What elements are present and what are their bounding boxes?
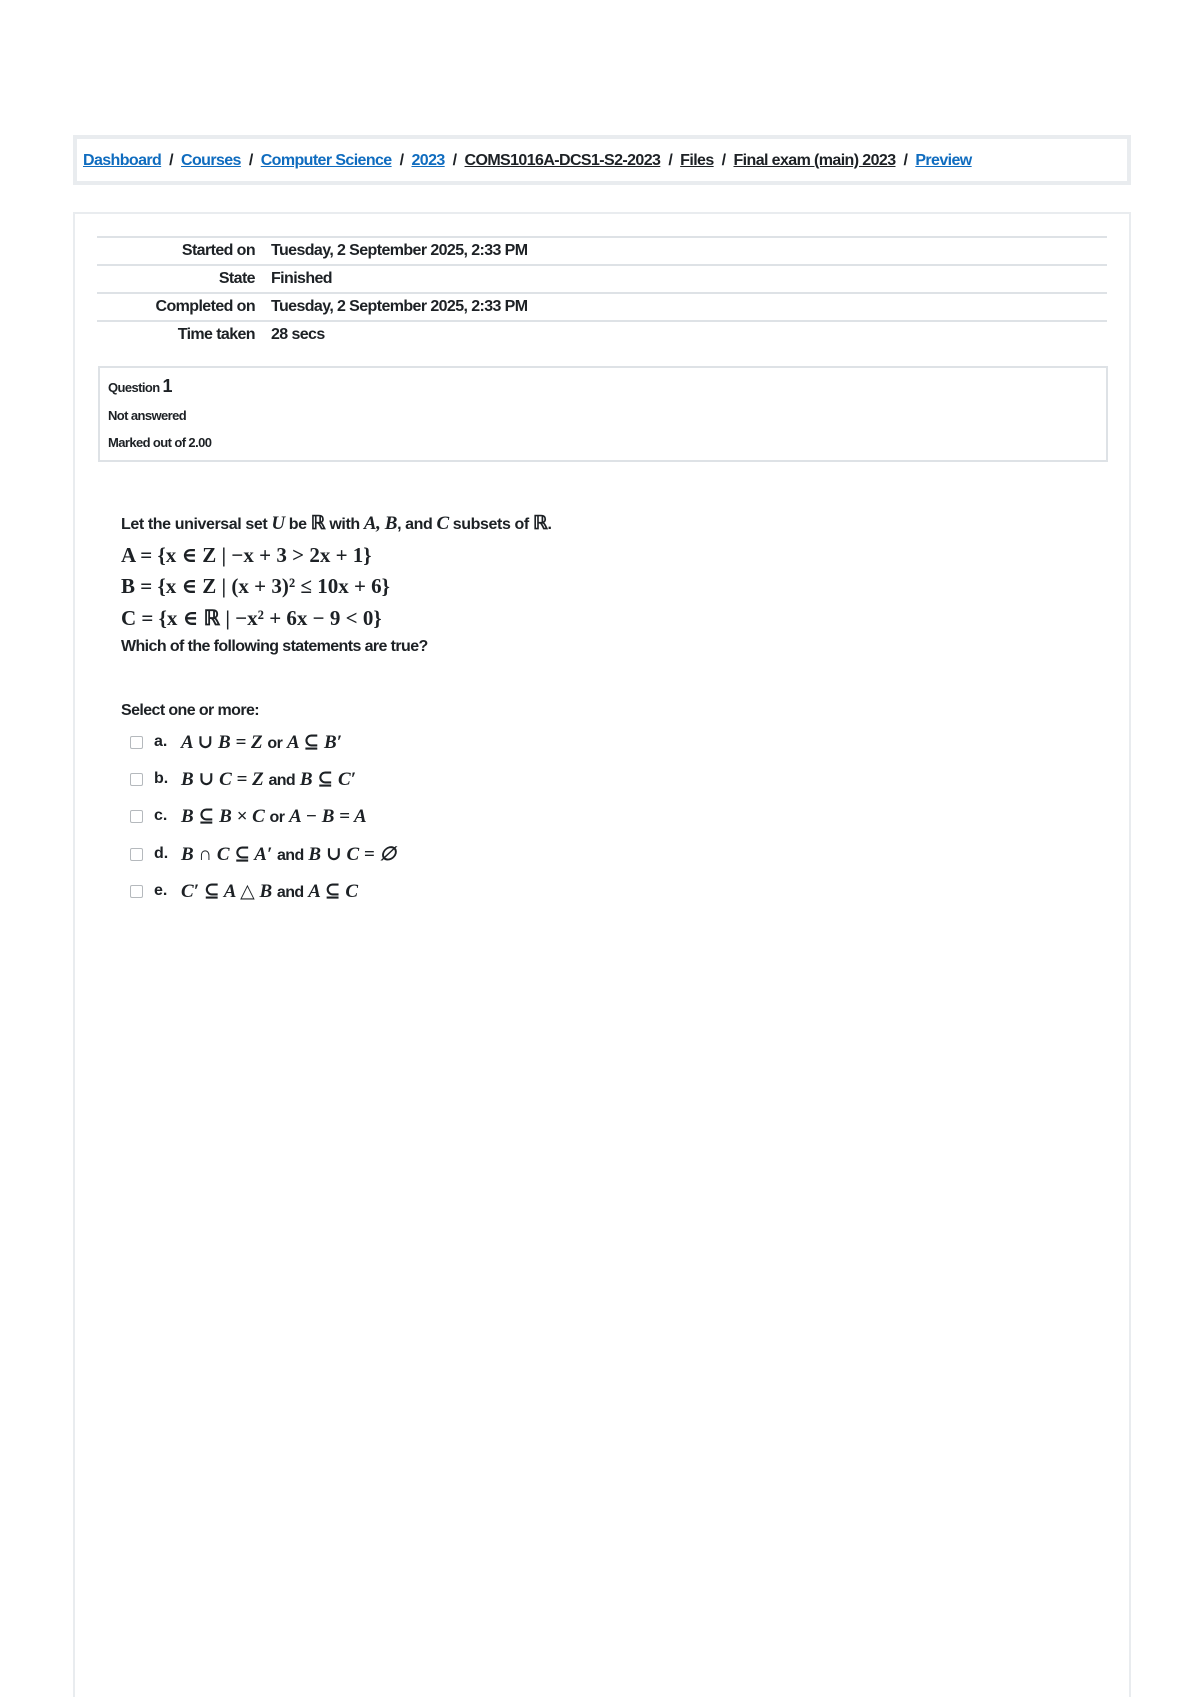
option-text — [181, 805, 367, 828]
summary-row-started — [97, 237, 1107, 265]
breadcrumb-separator: / — [721, 152, 726, 169]
option-letter: a. — [154, 733, 168, 750]
summary-row-state — [97, 265, 1107, 293]
option-b-checkbox[interactable] — [130, 773, 143, 786]
breadcrumb-dashboard-link[interactable]: Dashboard — [83, 152, 162, 169]
completed-value: Tuesday, 2 September 2025, 2:33 PM — [271, 293, 1107, 321]
intro-period: . — [547, 516, 552, 533]
state-value: Finished — [271, 265, 1107, 293]
option-part2: A ⊆ C — [308, 880, 359, 902]
completed-label: Completed on — [97, 293, 271, 321]
breadcrumb-preview-link[interactable]: Preview — [915, 152, 972, 169]
attempt-summary-table — [97, 236, 1107, 348]
option-a[interactable] — [130, 730, 342, 754]
option-part2: B ⊆ C′ — [299, 768, 356, 790]
intro-text: , and — [397, 516, 433, 533]
state-label: State — [97, 265, 271, 293]
set-b-definition: B = {x ∈ Z | (x + 3)² ≤ 10x + 6} — [121, 574, 390, 598]
option-d-checkbox[interactable] — [130, 848, 143, 861]
symbol-reals: ℝ — [532, 513, 548, 534]
question-status: Not answered — [108, 408, 187, 423]
intro-text: Let the universal set — [121, 516, 268, 533]
set-c-definition: C = {x ∈ ℝ | −x² + 6x − 9 < 0} — [121, 606, 382, 630]
option-part1: B ⊆ B × C — [181, 805, 265, 827]
option-text — [181, 768, 356, 791]
option-text — [181, 843, 396, 866]
option-part1: B ∩ C ⊆ A′ — [181, 843, 273, 865]
question-info-box — [98, 366, 1108, 462]
breadcrumb-courses-link[interactable]: Courses — [181, 152, 241, 169]
option-c[interactable] — [130, 804, 367, 828]
option-c-checkbox[interactable] — [130, 810, 143, 823]
question-ask: Which of the following statements are true? — [121, 638, 428, 655]
set-a-definition: A = {x ∈ Z | −x + 3 > 2x + 1} — [121, 543, 372, 567]
summary-row-completed — [97, 293, 1107, 321]
started-label: Started on — [97, 237, 271, 265]
option-conjunction: and — [276, 883, 304, 901]
option-text — [181, 880, 358, 903]
breadcrumb-separator: / — [903, 152, 908, 169]
time-value: 28 secs — [271, 321, 1107, 348]
breadcrumb-year-link[interactable]: 2023 — [411, 152, 445, 169]
breadcrumb-exam[interactable]: Final exam (main) 2023 — [733, 152, 896, 169]
option-text — [181, 731, 342, 754]
option-part1: B ∪ C = Z — [181, 768, 264, 790]
question-label: Question — [108, 380, 160, 395]
question-marks: Marked out of 2.00 — [108, 435, 212, 450]
option-part2: A − B = A — [289, 805, 367, 827]
option-b[interactable] — [130, 767, 356, 791]
question-intro — [121, 512, 552, 535]
symbol-ab: A, B — [363, 513, 398, 534]
summary-row-time — [97, 321, 1107, 348]
breadcrumb-container — [73, 135, 1131, 185]
question-number: 1 — [162, 376, 172, 396]
breadcrumb-separator: / — [452, 152, 457, 169]
option-letter: c. — [154, 807, 168, 824]
breadcrumb-files[interactable]: Files — [680, 152, 714, 169]
intro-text: subsets of — [452, 516, 529, 533]
intro-text: with — [329, 516, 360, 533]
breadcrumb-separator: / — [169, 152, 174, 169]
symbol-u: U — [271, 513, 285, 534]
time-label: Time taken — [97, 321, 271, 348]
option-a-checkbox[interactable] — [130, 736, 143, 749]
intro-text: be — [288, 516, 307, 533]
select-prompt: Select one or more: — [121, 702, 259, 719]
breadcrumb-cs-link[interactable]: Computer Science — [260, 152, 392, 169]
question-heading — [108, 376, 172, 397]
symbol-c: C — [436, 513, 449, 534]
started-value: Tuesday, 2 September 2025, 2:33 PM — [271, 237, 1107, 265]
option-conjunction: or — [269, 808, 285, 826]
option-d[interactable] — [130, 842, 396, 866]
option-part2: B ∪ C = ∅ — [308, 843, 397, 865]
breadcrumb-separator: / — [399, 152, 404, 169]
option-e[interactable] — [130, 879, 358, 903]
symbol-reals: ℝ — [310, 513, 326, 534]
breadcrumb-separator: / — [248, 152, 253, 169]
breadcrumb — [83, 152, 972, 170]
breadcrumb-separator: / — [668, 152, 673, 169]
quiz-review-panel — [73, 212, 1131, 1697]
option-part2: A ⊆ B′ — [286, 731, 343, 753]
breadcrumb-course-code[interactable]: COMS1016A-DCS1-S2-2023 — [464, 152, 661, 169]
option-part1: C′ ⊆ A △ B — [181, 880, 273, 902]
option-conjunction: and — [268, 771, 296, 789]
option-conjunction: and — [276, 846, 304, 864]
option-letter: b. — [154, 770, 169, 787]
option-letter: e. — [154, 882, 168, 899]
option-letter: d. — [154, 845, 169, 862]
option-conjunction: or — [267, 734, 283, 752]
option-e-checkbox[interactable] — [130, 885, 143, 898]
option-part1: A ∪ B = Z — [181, 731, 263, 753]
